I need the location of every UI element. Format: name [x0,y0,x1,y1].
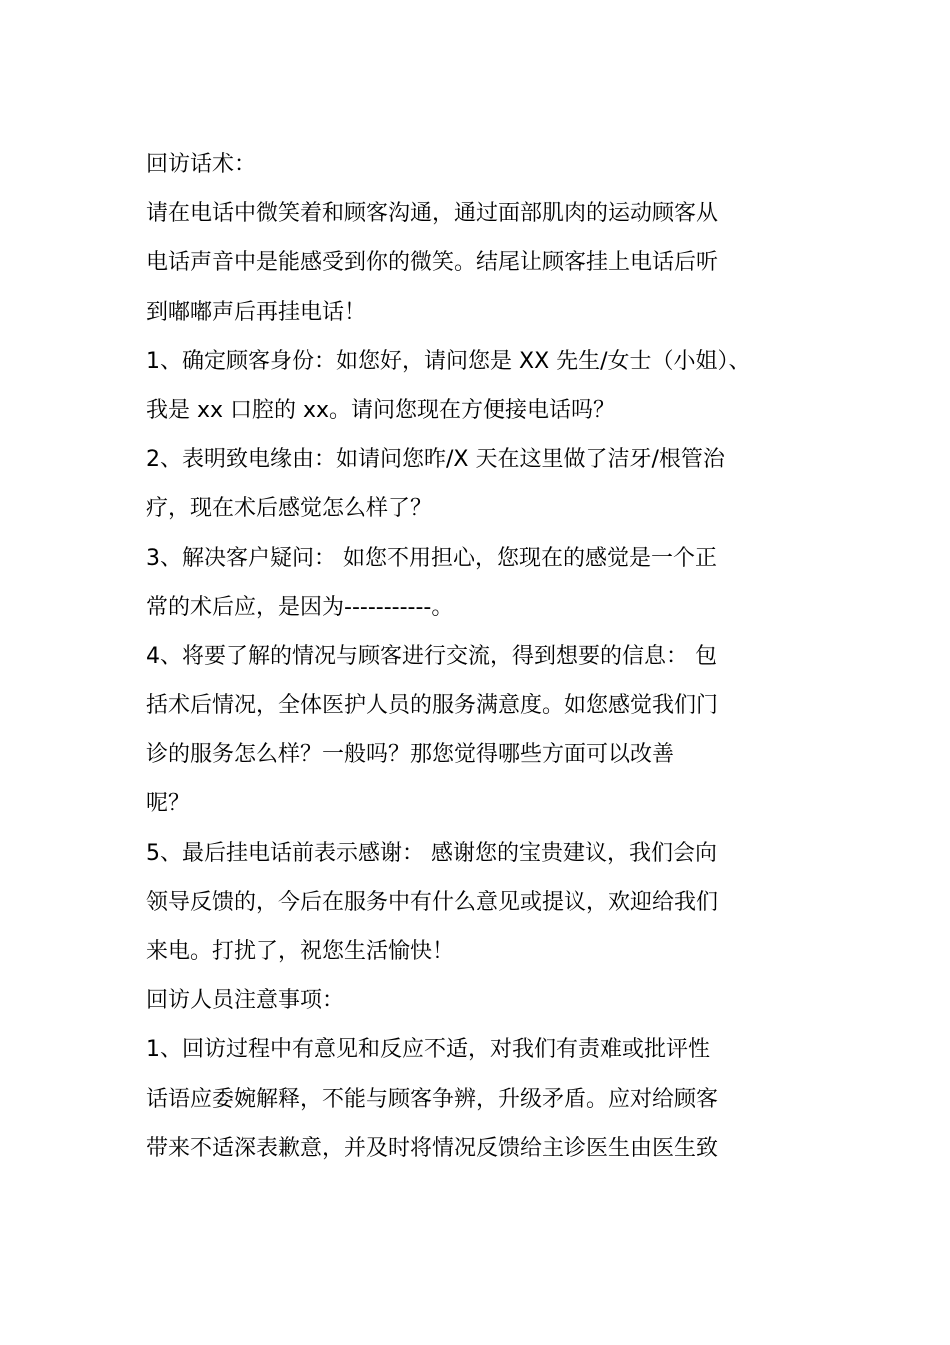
heading-callback-notes: 回访人员注意事项： [146,988,345,1014]
text-line: 领导反馈的，今后在服务中有什么意见或提议，欢迎给我们 [146,889,719,915]
text-line: 1、回访过程中有意见和反应不适，对我们有责难或批评性 [146,1037,710,1063]
text-line: 带来不适深表歉意，并及时将情况反馈给主诊医生由医生致 [146,1135,719,1161]
text-line: 呢？ [146,791,191,817]
text-line: 到嘟嘟声后再挂电话！ [146,299,367,325]
text-line: 话语应委婉解释，不能与顾客争辨，升级矛盾。应对给顾客 [146,1086,719,1112]
text-line: 括术后情况，全体医护人员的服务满意度。如您感觉我们门 [146,693,719,719]
text-line: 疗，现在术后感觉怎么样了？ [146,496,433,522]
text-line: 诊的服务怎么样？一般吗？那您觉得哪些方面可以改善 [146,742,675,768]
text-line: 来电。打扰了，祝您生活愉快！ [146,939,455,964]
text-line: 5、最后挂电话前表示感谢： 感谢您的宝贵建议，我们会向 [146,840,717,866]
document-body [146,140,826,1173]
text-line: 1、确定顾客身份：如您好，请问您是 XX 先生/女士（小姐）、 [146,348,751,374]
text-line: 4、将要了解的情况与顾客进行交流，得到想要的信息： 包 [146,643,717,669]
text-line: 电话声音中是能感受到你的微笑。结尾让顾客挂上电话后听 [146,250,719,276]
heading-callback-script: 回访话术： [146,152,257,177]
text-line: 常的术后应，是因为-----------。 [146,594,454,620]
text-line: 我是 xx 口腔的 xx。请问您现在方便接电话吗？ [146,397,616,423]
text-line: 请在电话中微笑着和顾客沟通，通过面部肌肉的运动顾客从 [146,201,719,227]
text-line: 2、表明致电缘由：如请问您昨/X 天在这里做了洁牙/根管治 [146,447,725,473]
text-line: 3、解决客户疑问： 如您不用担心，您现在的感觉是一个正 [146,545,717,571]
